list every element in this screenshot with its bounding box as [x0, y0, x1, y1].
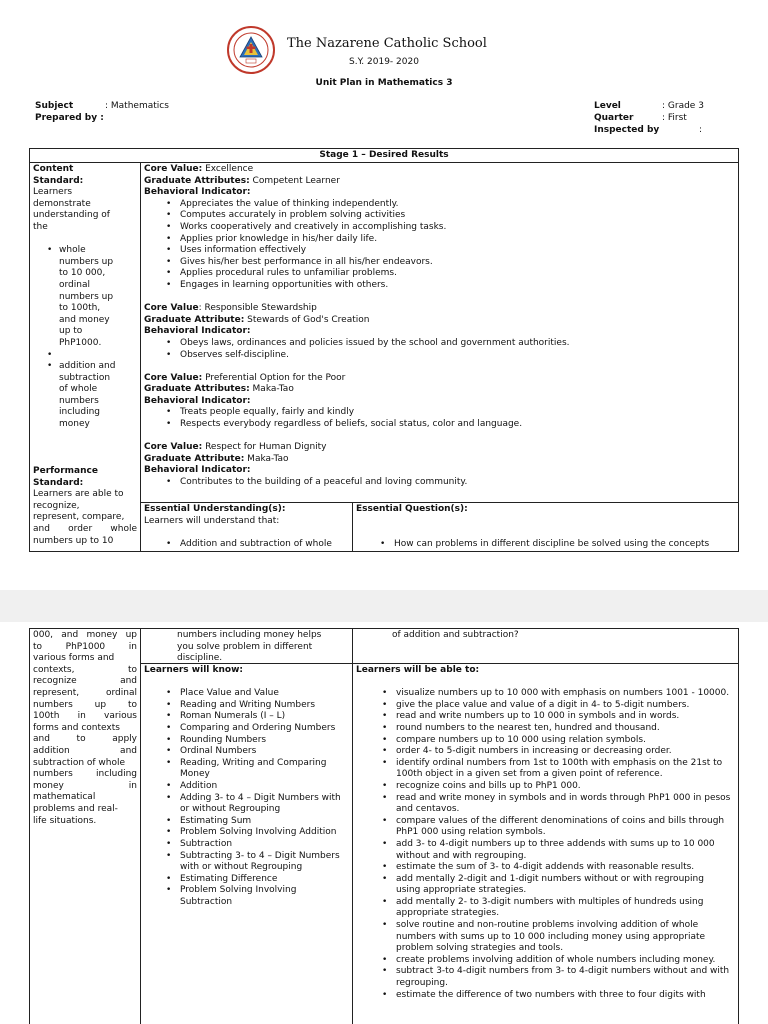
- indicator-item: • Gives his/her best performance in all his/her endeavors.: [180, 257, 735, 269]
- core-value: : Responsible Stewardship: [198, 303, 317, 314]
- eq-line: of addition and subtraction?: [392, 630, 519, 640]
- performance-line: mathematical: [33, 792, 96, 803]
- performance-line: represent, ordinal: [33, 687, 137, 698]
- performance-line: forms and contexts: [33, 722, 120, 733]
- skill-item: • give the place value and value of a digit in 4- to 5-digit numbers.: [396, 700, 731, 712]
- line: of whole: [59, 384, 98, 395]
- behavioral-indicator-label: Behavioral Indicator:: [144, 187, 251, 198]
- line: subtraction: [59, 372, 111, 383]
- skill-item: • identify ordinal numbers from 1st to 100th with emphasis on the 21st to 100th object in a given set from a given point of reference.: [396, 758, 731, 781]
- indicator-item: • Respects everybody regardless of beliefs, social status, color and language.: [180, 419, 735, 431]
- meta-left-block: [35, 100, 169, 124]
- graduate-attribute: Competent Learner: [249, 175, 340, 186]
- skill-item: • recognize coins and bills up to PhP1 000.: [396, 781, 731, 793]
- knowledge-item: • Addition: [180, 781, 349, 793]
- core-value-label: Core Value: [144, 303, 199, 314]
- line: numbers up: [59, 256, 114, 267]
- learners-will-know-label: Learners will know:: [144, 665, 243, 675]
- school-year: S.Y. 2019- 2020: [349, 57, 419, 67]
- content-standard-label-2: Standard:: [33, 175, 84, 186]
- performance-line: represent, compare,: [33, 512, 125, 523]
- graduate-attribute: Stewards of God's Creation: [244, 314, 370, 325]
- knowledge-item: • Rounding Numbers: [180, 735, 349, 747]
- line: including: [59, 407, 100, 418]
- line: up to: [59, 326, 83, 337]
- performance-line: money in: [33, 780, 137, 791]
- graduate-attribute: Maka-Tao: [244, 453, 289, 464]
- intro-line: demonstrate: [33, 198, 91, 209]
- knowledge-item: • Comparing and Ordering Numbers: [180, 723, 349, 735]
- skill-item: • add 3- to 4-digit numbers up to three addends with sums up to 10 000 without and with regrouping.: [396, 839, 731, 862]
- stage-1-heading: Stage 1 – Desired Results: [29, 148, 739, 163]
- knowledge-item: • Place Value and Value: [180, 688, 349, 700]
- performance-line: 000, and money up: [33, 630, 137, 640]
- knowledge-item: • Adding 3- to 4 – Digit Numbers with or without Regrouping: [180, 793, 349, 816]
- line: and money: [59, 314, 110, 325]
- subject-label: Subject: [35, 101, 74, 111]
- core-values-cell: [140, 162, 739, 503]
- meta-right-block: [594, 100, 704, 136]
- knowledge-item: • Estimating Difference: [180, 874, 349, 886]
- indicator-item: • Uses information effectively: [180, 245, 735, 257]
- performance-standard-label-2: Standard:: [33, 477, 84, 488]
- essential-question-list: [356, 539, 735, 551]
- essential-question-continued: [352, 628, 739, 664]
- learners-will-be-able-cell: [352, 663, 739, 1024]
- skill-item: • create problems involving addition of whole numbers including money.: [396, 955, 731, 967]
- skill-item: • compare values of the different denominations of coins and bills through PhP1 000 using relation symbols.: [396, 816, 731, 839]
- knowledge-item: • Estimating Sum: [180, 816, 349, 828]
- content-standard-item: [59, 361, 137, 431]
- spacer: [59, 350, 137, 362]
- graduate-attribute-label: Graduate Attributes:: [144, 384, 250, 395]
- quarter-value: : First: [662, 113, 687, 123]
- core-value-group: [144, 373, 735, 431]
- learners-will-know-cell: [140, 663, 353, 1024]
- skill-item: • order 4- to 5-digit numbers in increasing or decreasing order.: [396, 746, 731, 758]
- performance-line: recognize,: [33, 500, 80, 511]
- line: numbers: [59, 395, 99, 406]
- performance-line: recognize and: [33, 676, 137, 687]
- performance-standard-label: Performance: [33, 466, 98, 476]
- subject-value: : Mathematics: [105, 101, 169, 111]
- indicator-item: • Engages in learning opportunities with others.: [180, 280, 735, 292]
- indicator-item: • Contributes to the building of a peaceful and loving community.: [180, 477, 735, 489]
- eu-line: you solve problem in different: [177, 641, 313, 652]
- indicator-item: • Works cooperatively and creatively in accomplishing tasks.: [180, 222, 735, 234]
- performance-standard-continued: [29, 628, 141, 1024]
- indicator-list: [144, 407, 735, 430]
- performance-line: to PhP1000 in: [33, 641, 137, 652]
- indicator-item: • Observes self-discipline.: [180, 350, 735, 362]
- school-name: The Nazarene Catholic School: [287, 36, 487, 51]
- essential-question-cell: [352, 502, 739, 552]
- line: ordinal: [59, 279, 90, 290]
- skills-list: [356, 688, 735, 1001]
- knowledge-item: • Reading, Writing and Comparing Money: [180, 758, 349, 781]
- performance-line: numbers including: [33, 769, 137, 780]
- skill-item: • add mentally 2- to 3-digit numbers with multiples of hundreds using appropriate strategies.: [396, 897, 731, 920]
- line: money: [59, 419, 90, 430]
- graduate-attribute-label: Graduate Attribute:: [144, 314, 245, 325]
- core-value-group: [144, 164, 735, 292]
- level-label: Level: [594, 101, 621, 111]
- core-value-label: Core Value:: [144, 372, 203, 383]
- essential-understanding-continued: [140, 628, 353, 664]
- quarter-label: Quarter: [594, 113, 634, 123]
- line: to 100th,: [59, 303, 101, 314]
- knowledge-list: [144, 688, 349, 908]
- eu-line: numbers including money helps: [177, 630, 322, 640]
- performance-standard-block: [33, 466, 137, 547]
- essential-understanding-intro: Learners will understand that:: [144, 515, 280, 526]
- skill-item: • add mentally 2-digit and 1-digit numbers without or with regrouping using appropriate strategies.: [396, 874, 731, 897]
- essential-understanding-list: [144, 539, 349, 551]
- performance-line: 100th in various: [33, 711, 137, 722]
- document-page-2: [0, 622, 768, 1024]
- performance-line: subtraction of whole: [33, 757, 126, 768]
- line: PhP1000.: [59, 337, 102, 348]
- intro-line: understanding of: [33, 210, 110, 221]
- eu-line: discipline.: [177, 653, 223, 664]
- graduate-attribute: Maka-Tao: [249, 384, 294, 395]
- performance-line: and order whole: [33, 523, 137, 534]
- learners-will-be-able-label: Learners will be able to:: [356, 665, 480, 675]
- core-value-group: [144, 303, 735, 361]
- performance-line: addition and: [33, 745, 137, 756]
- skill-item: • read and write money in symbols and in words through PhP1 000 in pesos and centavos.: [396, 793, 731, 816]
- indicator-item: • Computes accurately in problem solving activities: [180, 210, 735, 222]
- intro-line: the: [33, 221, 48, 232]
- knowledge-item: • Ordinal Numbers: [180, 746, 349, 758]
- unit-plan-title: Unit Plan in Mathematics 3: [315, 78, 453, 88]
- skill-item: • subtract 3-to 4-digit numbers from 3- to 4-digit numbers without and with regrouping.: [396, 966, 731, 989]
- essential-understanding-cell: [140, 502, 353, 552]
- skill-item: • solve routine and non-routine problems involving addition of whole numbers with sums up to 10 000 including money using appropriate problem solving strategies and tools.: [396, 920, 731, 955]
- performance-line: various forms and: [33, 653, 115, 664]
- core-value: Excellence: [202, 164, 254, 174]
- essential-question-item: • How can problems in different discipline be solved using the concepts: [394, 539, 735, 551]
- knowledge-item: • Subtraction: [180, 839, 349, 851]
- prepared-by-label: Prepared by :: [35, 113, 104, 123]
- standards-column: [29, 162, 141, 552]
- performance-line: numbers up to: [33, 699, 137, 710]
- indicator-list: [144, 338, 735, 361]
- line: numbers up: [59, 291, 114, 302]
- line: to 10 000,: [59, 268, 106, 279]
- line: • whole: [59, 245, 86, 256]
- content-standard-item: [59, 245, 137, 349]
- performance-line: Learners are able to: [33, 489, 124, 500]
- performance-line: life situations.: [33, 815, 97, 826]
- essential-understanding-item: • Addition and subtraction of whole: [180, 539, 349, 551]
- essential-question-label: Essential Question(s):: [356, 504, 468, 514]
- indicator-list: [144, 477, 735, 489]
- knowledge-item: • Problem Solving Involving Subtraction: [180, 885, 349, 908]
- indicator-list: [144, 199, 735, 292]
- knowledge-item: • Reading and Writing Numbers: [180, 700, 349, 712]
- skill-item: • round numbers to the nearest ten, hundred and thousand.: [396, 723, 731, 735]
- behavioral-indicator-label: Behavioral Indicator:: [144, 395, 251, 406]
- core-value-label: Core Value:: [144, 442, 203, 453]
- graduate-attribute-label: Graduate Attribute:: [144, 453, 245, 464]
- core-value: Respect for Human Dignity: [202, 442, 327, 453]
- knowledge-item: • Subtracting 3- to 4 – Digit Numbers with or without Regrouping: [180, 851, 349, 874]
- essential-understanding-label: Essential Understanding(s):: [144, 504, 286, 514]
- skill-item: • read and write numbers up to 10 000 in symbols and in words.: [396, 711, 731, 723]
- skill-item: • estimate the difference of two numbers with three to four digits with: [396, 990, 731, 1002]
- core-value-label: Core Value:: [144, 164, 203, 174]
- skill-item: • visualize numbers up to 10 000 with emphasis on numbers 1001 - 10000.: [396, 688, 731, 700]
- graduate-attribute-label: Graduate Attributes:: [144, 175, 250, 186]
- level-value: : Grade 3: [662, 101, 704, 111]
- core-value: Preferential Option for the Poor: [202, 372, 346, 383]
- behavioral-indicator-label: Behavioral Indicator:: [144, 326, 251, 337]
- intro-line: Learners: [33, 187, 73, 198]
- core-value-group: [144, 442, 735, 488]
- indicator-item: • Obeys laws, ordinances and policies issued by the school and government authorities.: [180, 338, 735, 350]
- behavioral-indicator-label: Behavioral Indicator:: [144, 465, 251, 476]
- indicator-item: • Treats people equally, fairly and kindly: [180, 407, 735, 419]
- performance-line: and to apply: [33, 734, 137, 745]
- content-standard-label: Content: [33, 164, 74, 174]
- inspected-by-label: Inspected by: [594, 125, 660, 135]
- line: • addition and: [59, 361, 116, 372]
- content-standard-intro: [33, 187, 137, 233]
- indicator-item: • Applies prior knowledge in his/her daily life.: [180, 234, 735, 246]
- indicator-item: • Appreciates the value of thinking independently.: [180, 199, 735, 211]
- inspected-by-value: :: [699, 125, 703, 135]
- indicator-item: • Applies procedural rules to unfamiliar problems.: [180, 268, 735, 280]
- knowledge-item: • Problem Solving Involving Addition: [180, 827, 349, 839]
- skill-item: • estimate the sum of 3- to 4-digit addends with reasonable results.: [396, 862, 731, 874]
- performance-line: problems and real-: [33, 803, 118, 814]
- performance-line: contexts, to: [33, 664, 137, 675]
- knowledge-item: • Roman Numerals (I – L): [180, 711, 349, 723]
- content-standard-list: [33, 245, 137, 431]
- performance-line: numbers up to 10: [33, 535, 114, 546]
- skill-item: • compare numbers up to 10 000 using relation symbols.: [396, 735, 731, 747]
